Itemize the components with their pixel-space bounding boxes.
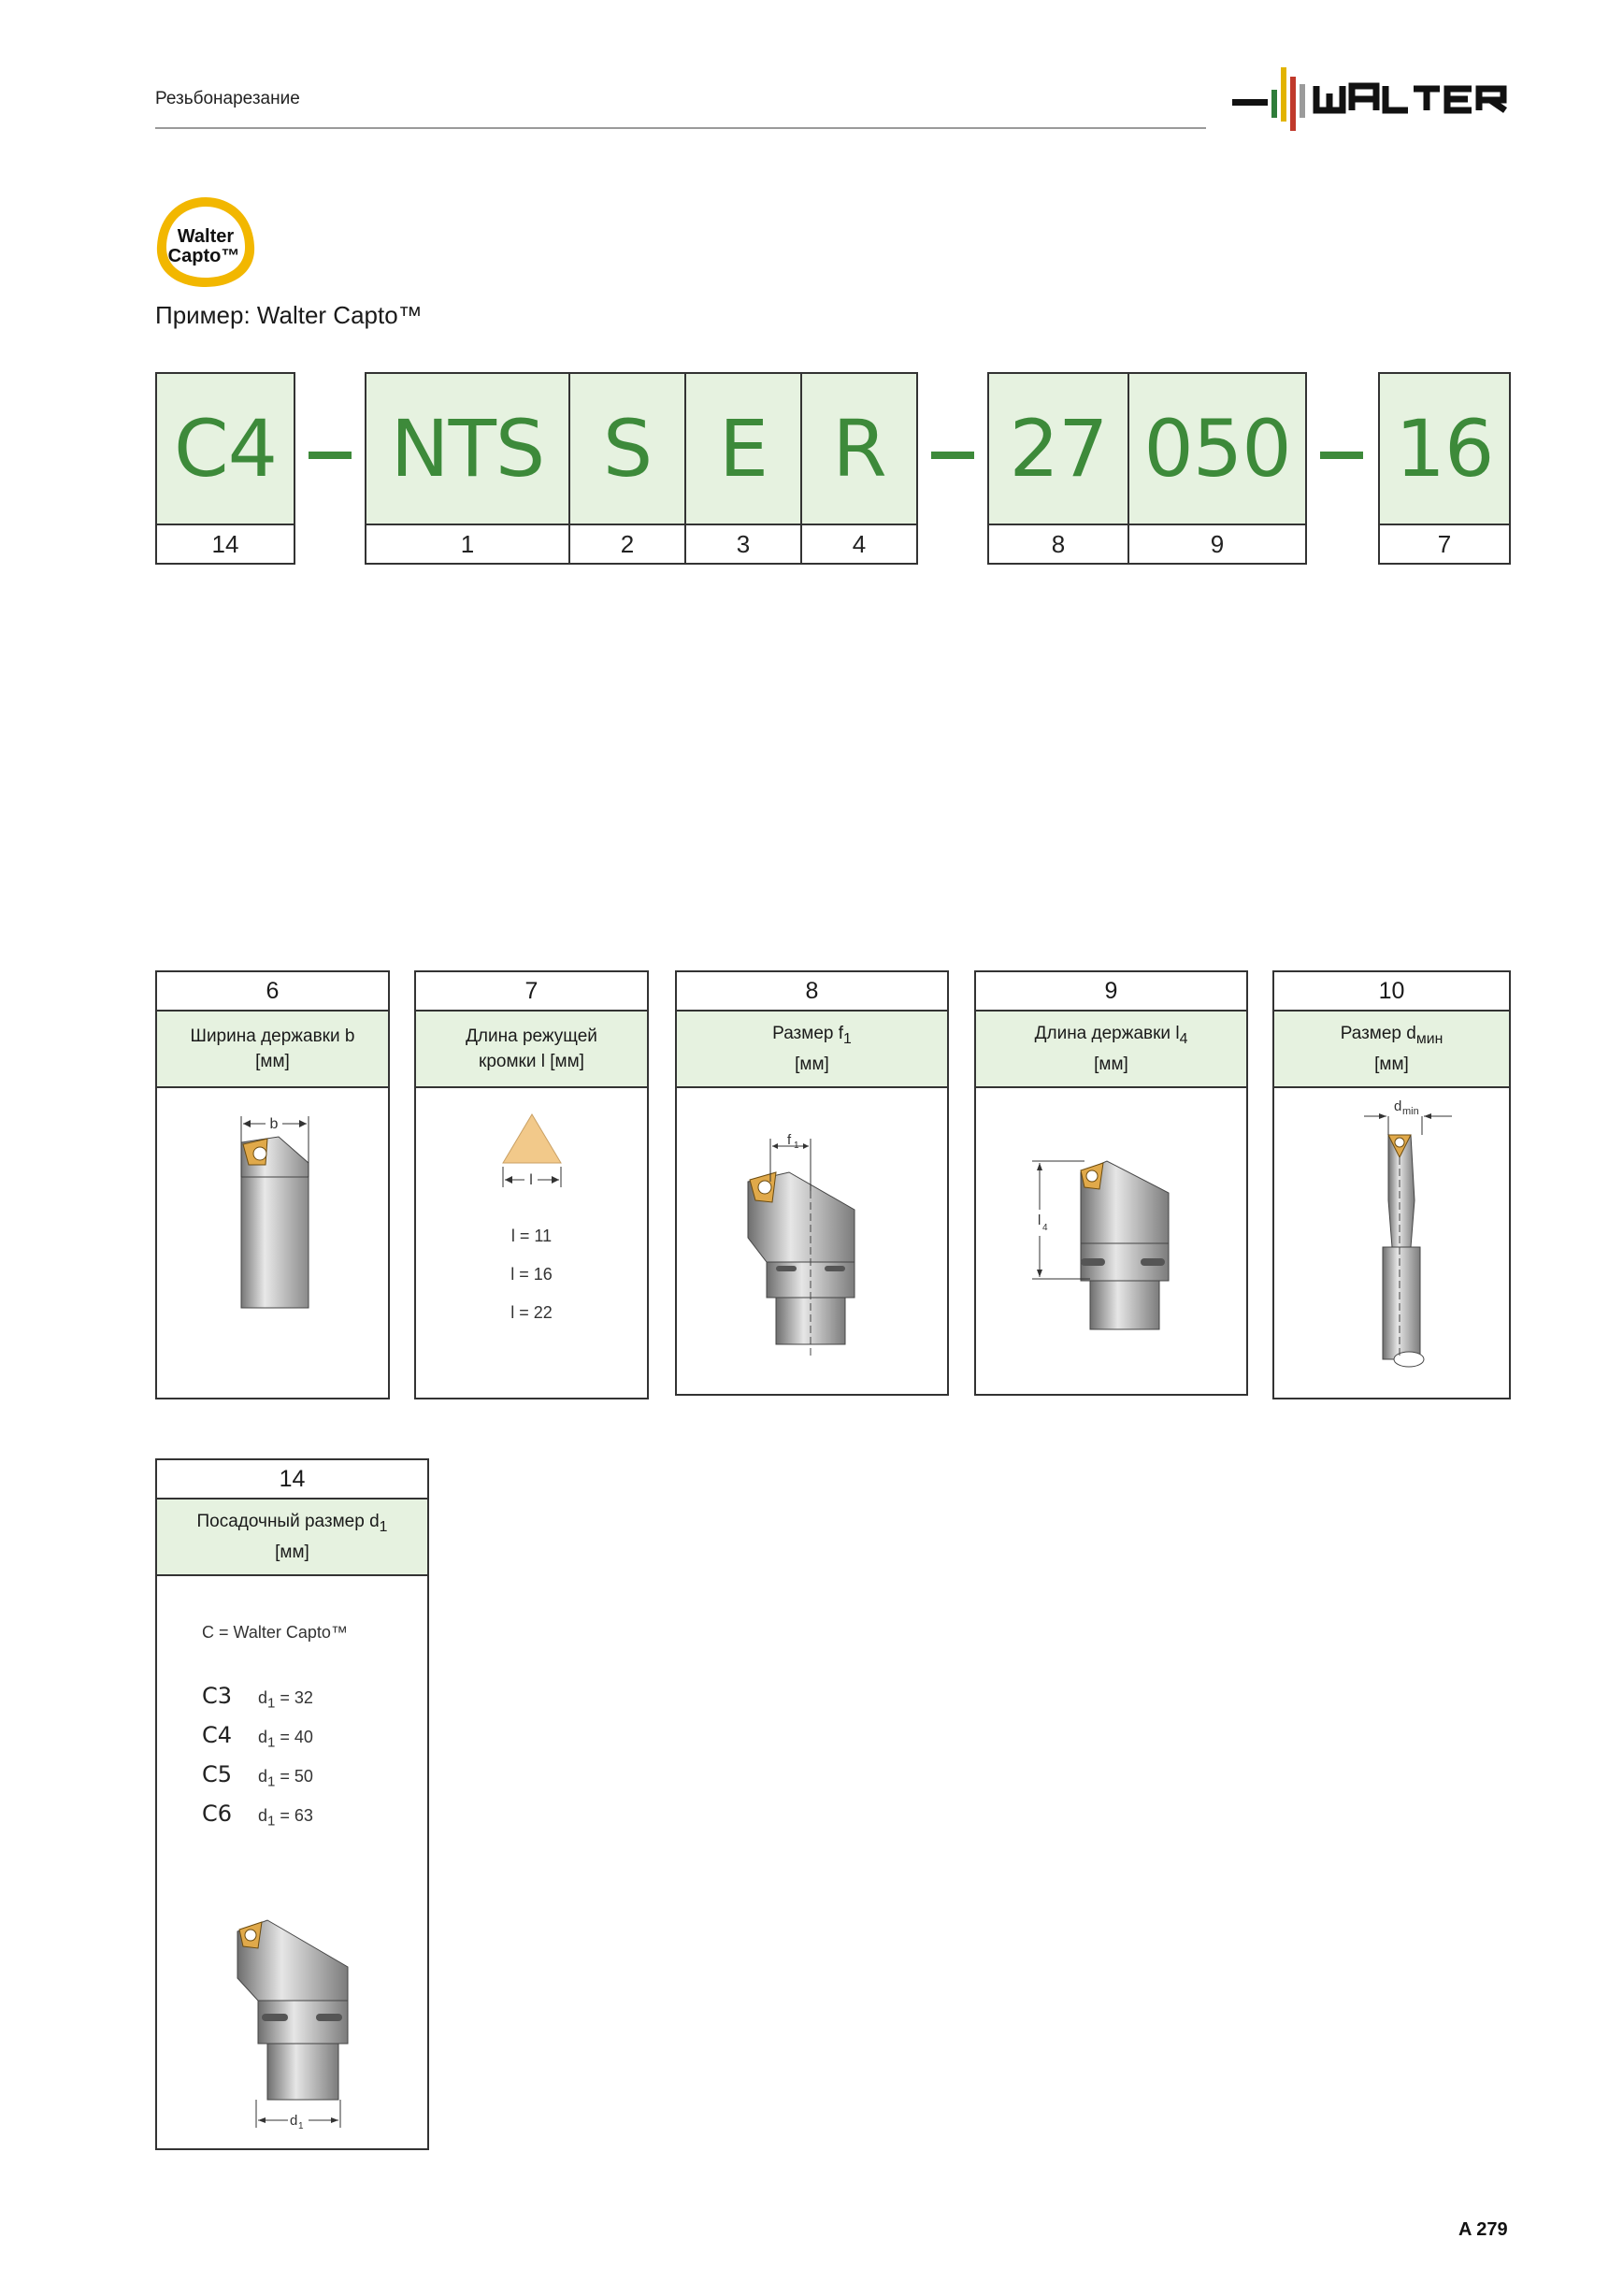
svg-text:d: d [290, 2113, 298, 2129]
card-heading: Посадочный размер $d_1$ [мм] [157, 1500, 427, 1576]
card-size-dmin [1272, 970, 1511, 1399]
card-cutting-edge-length [414, 970, 649, 1399]
card-holder-length-l4 [974, 970, 1248, 1396]
card-number: 10 [1274, 972, 1509, 1012]
capto-holder-f1-illustration [677, 1088, 947, 1394]
svg-text:Walter: Walter [177, 226, 235, 247]
svg-text:1: 1 [794, 1141, 799, 1151]
code-number-e: 3 [684, 524, 802, 565]
card-heading: Длина державки $l_4$ [мм] [976, 1012, 1246, 1088]
svg-text:4: 4 [1042, 1223, 1048, 1233]
code-segment-e: E [684, 372, 802, 525]
code-number-27: 8 [987, 524, 1129, 565]
code-number-r: 4 [800, 524, 918, 565]
card-number: 6 [157, 972, 388, 1012]
card-number: 7 [416, 972, 647, 1012]
svg-text:l: l [1038, 1213, 1041, 1228]
page-number: A 279 [1458, 2219, 1508, 2240]
capto-holder-l4-illustration [976, 1088, 1246, 1394]
code-segment-c4: C4 [155, 372, 295, 525]
svg-text:1: 1 [298, 2121, 304, 2131]
card-heading: Длина режущей кромки l [мм] [416, 1012, 647, 1088]
section-title: Резьбонарезание [155, 89, 300, 108]
code-number-050: 9 [1127, 524, 1307, 565]
code-dash [309, 452, 352, 459]
capto-size-row: C6 $d_1 = 63$ [202, 1801, 313, 1830]
card-size-f1 [675, 970, 949, 1396]
card-number: 14 [157, 1460, 427, 1500]
capto-size-row: C3 $d_1 = 32$ [202, 1683, 313, 1712]
header-rule [155, 127, 1206, 129]
triangle-insert-illustration [416, 1088, 647, 1200]
svg-text:d: d [1394, 1098, 1402, 1114]
code-segment-16: 16 [1378, 372, 1511, 525]
code-segment-050: 050 [1127, 372, 1307, 525]
card-heading: Размер $f_1$ [мм] [677, 1012, 947, 1088]
capto-size-row: C5 $d_1 = 50$ [202, 1761, 313, 1790]
capto-size-row: C4 $d_1 = 40$ [202, 1722, 313, 1751]
edge-length-value: l = 22 [510, 1303, 553, 1322]
code-number-nts: 1 [365, 524, 570, 565]
code-segment-r: R [800, 372, 918, 525]
capto-holder-d1-illustration [157, 1894, 427, 2137]
svg-text:Capto™: Capto™ [167, 246, 240, 266]
walter-capto-badge [153, 194, 258, 291]
edge-length-value: l = 11 [510, 1227, 553, 1245]
code-dash [1320, 452, 1363, 459]
edge-length-value: l = 16 [510, 1265, 553, 1284]
walter-logo [1232, 60, 1513, 131]
svg-text:b: b [269, 1116, 279, 1132]
code-segment-nts: NTS [365, 372, 570, 525]
svg-text:l: l [529, 1172, 533, 1188]
code-number-s: 2 [568, 524, 686, 565]
holder-width-illustration [157, 1088, 388, 1398]
boring-bar-dmin-illustration [1274, 1088, 1509, 1398]
code-dash [931, 452, 974, 459]
code-number-c4: 14 [155, 524, 295, 565]
code-segment-27: 27 [987, 372, 1129, 525]
card-heading: Размер $d_{мин}$ [мм] [1274, 1012, 1509, 1088]
card-number: 9 [976, 972, 1246, 1012]
card-seat-size-d1 [155, 1458, 429, 2150]
card-number: 8 [677, 972, 947, 1012]
svg-text:min: min [1402, 1106, 1419, 1117]
example-label: Пример: Walter Capto™ [155, 301, 423, 329]
card-heading: Ширина державки b [мм] [157, 1012, 388, 1088]
svg-text:f: f [787, 1132, 792, 1148]
code-segment-s: S [568, 372, 686, 525]
capto-caption: C = Walter Capto™ [202, 1623, 348, 1642]
code-number-16: 7 [1378, 524, 1511, 565]
card-holder-width [155, 970, 390, 1399]
